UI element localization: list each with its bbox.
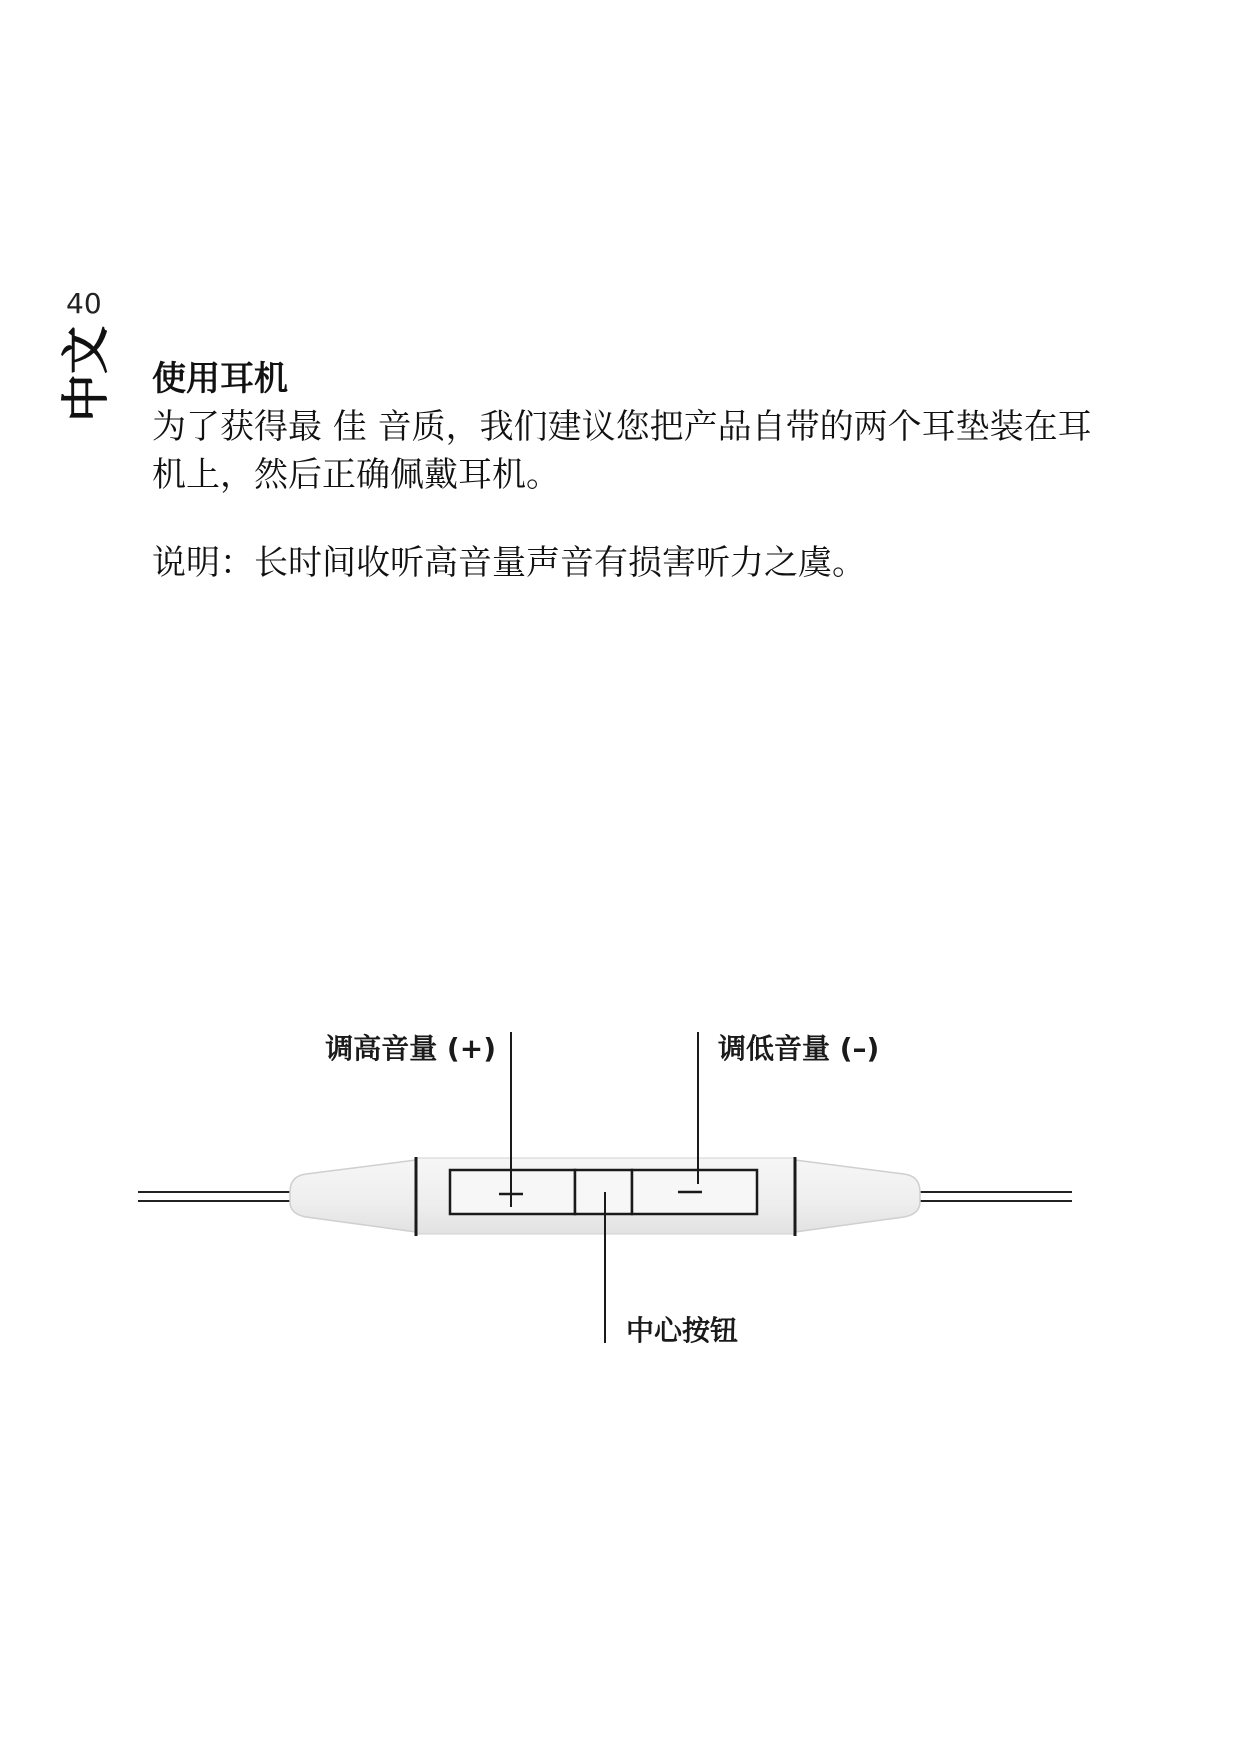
cable-right bbox=[918, 1192, 1072, 1201]
button-panel bbox=[450, 1170, 757, 1214]
volume-down-label: 调低音量 (–) bbox=[718, 1032, 880, 1065]
hearing-note: 说明：长时间收听高音量声音有损害听力之虞。 bbox=[152, 543, 866, 583]
center-button[interactable] bbox=[575, 1170, 632, 1214]
language-tab: 中文 bbox=[58, 325, 114, 422]
remote-collar-right bbox=[795, 1160, 920, 1232]
usage-paragraph-line1: 为了获得最 佳 音质，我们建议您把产品自带的两个耳垫装在耳 bbox=[152, 407, 1092, 447]
section-heading: 使用耳机 bbox=[152, 359, 288, 399]
remote-collar-left bbox=[290, 1160, 416, 1232]
cable-left bbox=[138, 1192, 292, 1201]
volume-up-label: 调高音量 (+) bbox=[325, 1032, 496, 1065]
center-button-label: 中心按钮 bbox=[626, 1314, 739, 1347]
usage-paragraph-line2: 机上，然后正确佩戴耳机。 bbox=[152, 455, 560, 495]
volume-up-button[interactable] bbox=[450, 1170, 575, 1214]
page-number: 40 bbox=[66, 287, 102, 320]
